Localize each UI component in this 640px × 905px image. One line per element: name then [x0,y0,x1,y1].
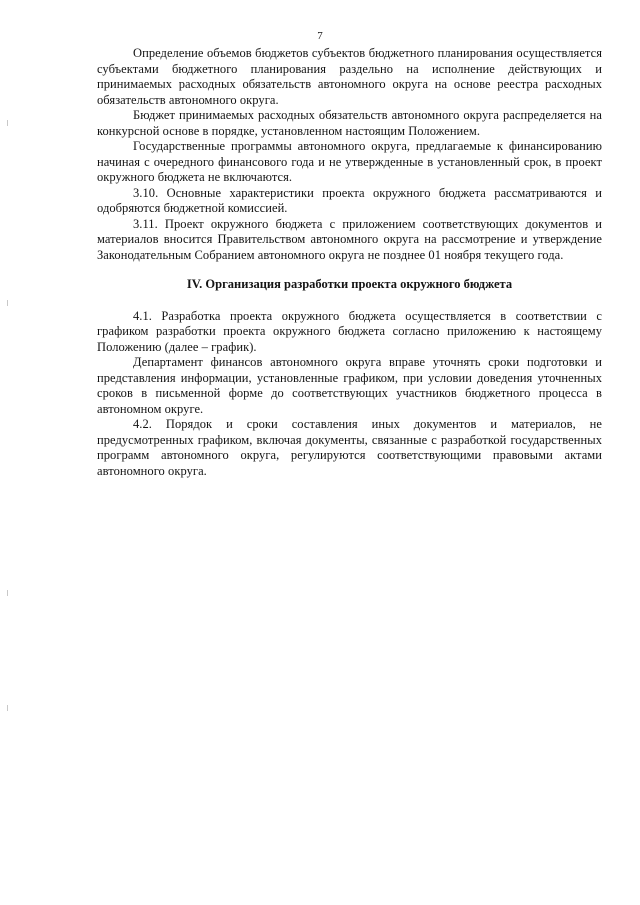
paragraph-3-10: 3.10. Основные характеристики проекта окружного бюджета рассматриваются и одобряются бюджетной комиссией. [97,185,602,215]
scan-mark [7,120,8,126]
paragraph: Государственные программы автономного округа, предлагаемые к финансированию начиная с очередного финансового года и не утвержденные в установленный срок, в проект окружного бюджета не включаются. [97,139,602,184]
paragraph: Определение объемов бюджетов субъектов бюджетного планирования осуществляется субъектами бюджетного планирования раздельно на исполнение действующих и принимаемых расходных обязательств автономного округа на основе реестра расходных обязательств автономного округа. [97,46,602,107]
paragraph-3-11: 3.11. Проект окружного бюджета с приложением соответствующих документов и материалов вносится Правительством автономного округа на рассмотрение и утверждение Законодательным Собранием автономного округа не позднее 01 ноября текущего года. [97,216,602,262]
paragraph-4-1: 4.1. Разработка проекта окружного бюджета осуществляется в соответствии с графиком разработки проекта окружного бюджета согласно приложению к настоящему Положению (далее – график). [97,308,602,354]
scan-mark [7,300,8,306]
paragraph-4-2: 4.2. Порядок и сроки составления иных документов и материалов, не предусмотренных графиком, включая документы, связанные с разработкой государственных программ автономного округа, регулируются соответствующими правовыми актами автономного округа. [97,417,602,478]
page-number: 7 [317,30,323,42]
section-heading: IV. Организация разработки проекта окружного бюджета [186,277,513,291]
scan-mark [7,590,8,596]
document-body [97,46,602,479]
paragraph: Департамент финансов автономного округа вправе уточнять сроки подготовки и представления информации, установленные графиком, при условии доведения уточненных сроков в письменной форме до соответствующих участников бюджетного процесса в автономном округе. [97,355,602,416]
paragraph: Бюджет принимаемых расходных обязательств автономного округа распределяется на конкурсной основе в порядке, установленном настоящим Положением. [97,108,602,138]
scan-mark [7,705,8,711]
